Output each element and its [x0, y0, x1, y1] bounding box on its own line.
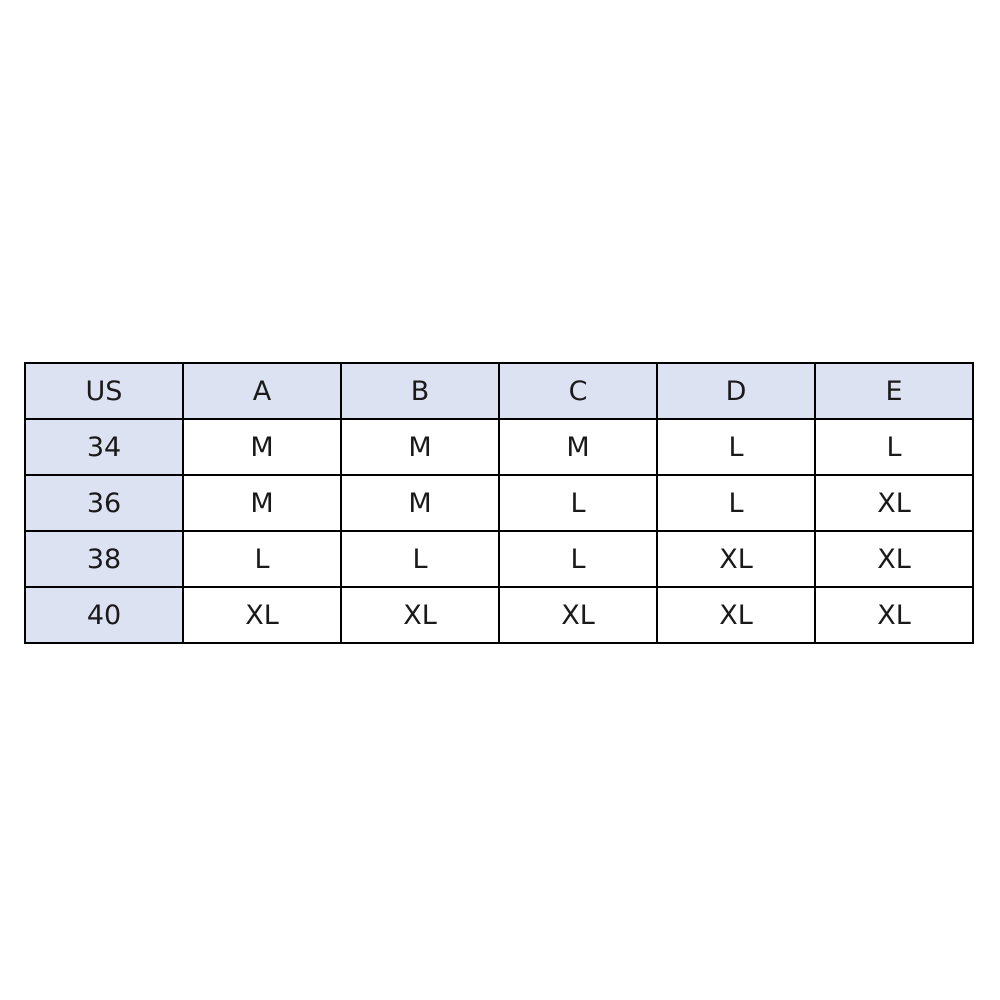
cell-38-c: L: [499, 531, 657, 587]
column-header-us: US: [25, 363, 183, 419]
row-header-34: 34: [25, 419, 183, 475]
table-row: [25, 531, 973, 587]
cell-36-c: L: [499, 475, 657, 531]
row-header-38: 38: [25, 531, 183, 587]
table-row: [25, 419, 973, 475]
column-header-c: C: [499, 363, 657, 419]
table-header-row: [25, 363, 973, 419]
cell-40-b: XL: [341, 587, 499, 643]
cell-40-d: XL: [657, 587, 815, 643]
cell-36-b: M: [341, 475, 499, 531]
cell-36-e: XL: [815, 475, 973, 531]
cell-34-e: L: [815, 419, 973, 475]
cell-34-b: M: [341, 419, 499, 475]
size-chart-table: [24, 362, 974, 644]
table-row: [25, 587, 973, 643]
column-header-a: A: [183, 363, 341, 419]
row-header-36: 36: [25, 475, 183, 531]
cell-34-d: L: [657, 419, 815, 475]
cell-36-d: L: [657, 475, 815, 531]
cell-40-e: XL: [815, 587, 973, 643]
table-row: [25, 475, 973, 531]
cell-40-a: XL: [183, 587, 341, 643]
cell-38-a: L: [183, 531, 341, 587]
cell-38-e: XL: [815, 531, 973, 587]
row-header-40: 40: [25, 587, 183, 643]
cell-34-a: M: [183, 419, 341, 475]
cell-38-d: XL: [657, 531, 815, 587]
cell-38-b: L: [341, 531, 499, 587]
cell-40-c: XL: [499, 587, 657, 643]
size-chart-container: [24, 362, 974, 644]
cell-36-a: M: [183, 475, 341, 531]
column-header-e: E: [815, 363, 973, 419]
column-header-b: B: [341, 363, 499, 419]
cell-34-c: M: [499, 419, 657, 475]
column-header-d: D: [657, 363, 815, 419]
